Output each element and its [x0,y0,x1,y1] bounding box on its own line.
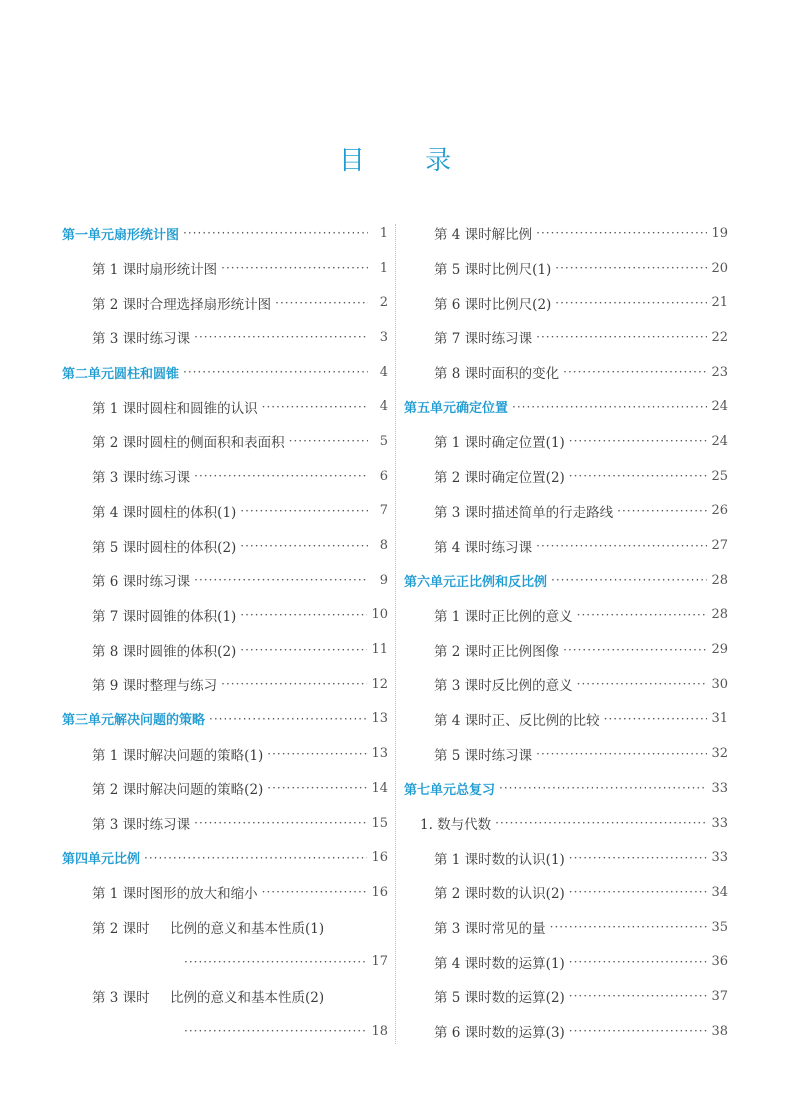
entry-title: 解比例 [491,227,533,244]
dot-leader [577,677,708,691]
entry-title: 圆锥的体积(2) [149,643,237,660]
toc-unit-entry[interactable] [62,216,388,251]
page-number: 1 [379,225,388,241]
lesson-number: 第 5 课时 [434,262,492,279]
entry-title: 正比例和反比例 [456,574,548,590]
page-number: 33 [711,780,728,796]
dot-leader [184,1024,367,1038]
entry-title: 扇形统计图 [114,227,180,243]
lesson-number: 第 3 课时 [92,990,150,1007]
lesson-number: 第 4 课时 [434,955,492,972]
toc-lesson-entry[interactable] [62,528,388,563]
page-number: 24 [711,399,728,415]
dot-leader [184,955,367,969]
toc-lesson-entry[interactable] [404,598,728,633]
page-number: 35 [711,919,728,935]
lesson-number: 第 1 课时 [92,747,150,764]
toc-lesson-entry[interactable] [62,389,388,424]
lesson-number: 第 6 课时 [92,574,150,591]
toc-lesson-entry[interactable] [404,216,728,251]
dot-leader [555,296,707,310]
entry-title: 总复习 [456,782,496,798]
entry-title: 数的认识(2) [491,886,565,903]
lesson-number: 第 2 课时 [92,921,150,938]
page-number: 27 [711,538,728,554]
dot-leader [267,781,367,795]
toc-section-entry[interactable] [404,806,728,841]
dot-leader [183,365,368,379]
entry-title: 练习课 [491,539,533,556]
entry-title: 面积的变化 [491,366,560,383]
dot-leader [262,400,368,414]
dot-leader [569,1024,708,1038]
toc-unit-entry[interactable] [62,355,388,390]
entry-title: 数的认识(1) [491,851,565,868]
toc-lesson-entry[interactable] [404,424,728,459]
toc-left-column [62,216,388,1049]
page-title: 目 录 [338,146,478,176]
entry-title: 圆柱的体积(1) [149,504,237,521]
page-number: 7 [379,503,388,519]
lesson-number: 第 1 课时 [92,262,150,279]
dot-leader [194,330,368,344]
toc-unit-entry[interactable] [404,389,728,424]
toc-unit-entry[interactable] [62,702,388,737]
entry-title: 1. 数与代数 [420,817,492,834]
unit-number: 第六单元 [404,574,457,590]
page-number: 8 [379,538,388,554]
entry-title: 正比例图像 [491,643,560,660]
lesson-number: 第 3 课时 [434,504,492,521]
lesson-number: 第 2 课时 [92,435,150,452]
dot-leader [275,296,368,310]
dot-leader [551,573,707,587]
dot-leader [194,816,367,830]
lesson-number: 第 9 课时 [92,678,150,695]
dot-leader [267,747,367,761]
toc-lesson-entry[interactable] [62,424,388,459]
lesson-number: 第 4 课时 [434,227,492,244]
dot-leader [550,920,708,934]
entry-title: 数的运算(3) [491,1025,565,1042]
entry-title: 圆锥的体积(1) [149,608,237,625]
entry-title: 解决问题的策略 [114,713,206,729]
toc-lesson-entry[interactable] [62,771,388,806]
page-number: 23 [711,364,728,380]
entry-title: 比例 [114,852,141,868]
dot-leader [536,330,707,344]
dot-leader [569,469,708,483]
lesson-number: 第 3 课时 [434,921,492,938]
toc-lesson-entry[interactable] [62,459,388,494]
lesson-number: 第 3 课时 [434,678,492,695]
entry-title: 正、反比例的比较 [491,712,600,729]
dot-leader [194,573,368,587]
toc-lesson-entry[interactable] [404,875,728,910]
unit-number: 第二单元 [62,366,115,382]
entry-title: 正比例的意义 [491,608,573,625]
dot-leader [144,851,367,865]
dot-leader [240,539,368,553]
entry-title: 解决问题的策略(2) [149,782,264,799]
entry-title: 练习课 [149,817,191,834]
lesson-number: 第 1 课时 [92,886,150,903]
toc-lesson-entry[interactable] [404,1014,728,1049]
lesson-number: 第 1 课时 [92,400,150,417]
toc-lesson-entry[interactable] [62,736,388,771]
toc-lesson-entry[interactable] [404,702,728,737]
page-number: 12 [371,676,388,692]
dot-leader [240,643,367,657]
page-number: 11 [371,642,388,658]
page-number: 15 [371,815,388,831]
dot-leader [569,955,708,969]
page-number: 28 [711,607,728,623]
dot-leader [221,261,368,275]
toc-lesson-entry[interactable] [404,840,728,875]
lesson-number: 第 3 课时 [92,470,150,487]
entry-title: 常见的量 [491,921,546,938]
dot-leader [289,434,368,448]
dot-leader [604,712,708,726]
toc-lesson-entry[interactable] [62,494,388,529]
lesson-number: 第 7 课时 [92,608,150,625]
dot-leader [569,989,708,1003]
dot-leader [194,469,368,483]
entry-title: 数的运算(1) [491,955,565,972]
dot-leader [563,643,707,657]
toc-lesson-entry[interactable] [62,875,388,910]
page-number: 16 [371,850,388,866]
page-number: 26 [711,503,728,519]
page-number: 22 [711,329,728,345]
entry-title: 确定位置(2) [491,470,565,487]
entry-title: 比例的意义和基本性质(1) [170,921,325,938]
page-number: 9 [379,572,388,588]
entry-title: 解决问题的策略(1) [149,747,264,764]
page-number: 13 [371,746,388,762]
lesson-number: 第 5 课时 [434,990,492,1007]
entry-title: 练习课 [491,331,533,348]
page-number: 34 [711,884,728,900]
dot-leader [262,885,368,899]
lesson-number: 第 6 课时 [434,296,492,313]
dot-leader [536,539,707,553]
unit-number: 第七单元 [404,782,457,798]
lesson-number: 第 7 课时 [434,331,492,348]
page-number: 33 [711,815,728,831]
page-number: 17 [371,954,388,970]
lesson-number: 第 3 课时 [92,817,150,834]
toc-lesson-entry[interactable] [404,528,728,563]
toc-lesson-entry[interactable] [62,632,388,667]
entry-title: 比例尺(2) [491,296,552,313]
entry-title: 圆柱的体积(2) [149,539,237,556]
column-divider [395,224,396,1044]
page-number: 21 [711,295,728,311]
lesson-number: 第 1 课时 [434,435,492,452]
page-number: 13 [371,711,388,727]
page-number: 3 [379,329,388,345]
entry-title: 数的运算(2) [491,990,565,1007]
toc-lesson-entry[interactable] [62,320,388,355]
dot-leader [569,434,708,448]
toc-lesson-entry[interactable] [62,910,388,945]
unit-number: 第一单元 [62,227,115,243]
unit-number: 第三单元 [62,713,115,729]
toc-lesson-entry[interactable] [404,667,728,702]
toc-lesson-entry[interactable] [404,979,728,1014]
page-number: 37 [711,988,728,1004]
lesson-number: 第 2 课时 [434,886,492,903]
page-number: 4 [379,399,388,415]
lesson-number: 第 1 课时 [434,608,492,625]
entry-title: 圆柱和圆锥的认识 [149,400,258,417]
entry-title: 练习课 [149,574,191,591]
dot-leader [512,400,707,414]
lesson-number: 第 8 课时 [434,366,492,383]
entry-title: 比例尺(1) [491,262,552,279]
lesson-number: 第 1 课时 [434,851,492,868]
lesson-number: 第 2 课时 [92,782,150,799]
dot-leader [183,226,368,240]
page-number: 2 [379,295,388,311]
toc-lesson-entry[interactable] [62,598,388,633]
toc-lesson-entry[interactable] [62,563,388,598]
page-number: 25 [711,468,728,484]
page-number: 32 [711,746,728,762]
toc-lesson-entry[interactable] [404,459,728,494]
toc-continuation-line[interactable] [62,944,388,979]
lesson-number: 第 2 课时 [434,470,492,487]
toc-unit-entry[interactable] [404,563,728,598]
toc-unit-entry[interactable] [62,840,388,875]
page-number: 10 [371,607,388,623]
page-number: 1 [379,260,388,276]
dot-leader [569,885,708,899]
unit-number: 第五单元 [404,401,457,417]
toc-unit-entry[interactable] [404,771,728,806]
toc-lesson-entry[interactable] [404,944,728,979]
lesson-number: 第 3 课时 [92,331,150,348]
entry-title: 练习课 [149,470,191,487]
lesson-number: 第 4 课时 [92,504,150,521]
toc-lesson-entry[interactable] [62,667,388,702]
entry-title: 图形的放大和缩小 [149,886,258,903]
page-number: 19 [711,225,728,241]
dot-leader [569,851,708,865]
page-number: 20 [711,260,728,276]
entry-title: 比例的意义和基本性质(2) [170,990,325,1007]
page-number: 31 [711,711,728,727]
toc-lesson-entry[interactable] [62,285,388,320]
page-number: 29 [711,642,728,658]
lesson-number: 第 5 课时 [434,747,492,764]
dot-leader [577,608,708,622]
lesson-number: 第 4 课时 [434,539,492,556]
dot-leader [240,504,368,518]
entry-title: 合理选择扇形统计图 [149,296,272,313]
entry-title: 扇形统计图 [149,262,218,279]
entry-title: 圆柱的侧面积和表面积 [149,435,285,452]
page-number: 30 [711,676,728,692]
toc-lesson-entry[interactable] [404,494,728,529]
entry-title: 整理与练习 [149,678,218,695]
lesson-number: 第 2 课时 [92,296,150,313]
dot-leader [536,226,707,240]
lesson-number: 第 8 课时 [92,643,150,660]
lesson-number: 第 5 课时 [92,539,150,556]
entry-title: 确定位置 [456,401,509,417]
dot-leader [563,365,707,379]
page-number: 38 [711,1023,728,1039]
lesson-number: 第 4 课时 [434,712,492,729]
entry-title: 练习课 [491,747,533,764]
page-number: 5 [379,433,388,449]
toc-lesson-entry[interactable] [404,910,728,945]
toc-continuation-line[interactable] [62,1014,388,1049]
dot-leader [536,747,707,761]
dot-leader [209,712,367,726]
entry-title: 确定位置(1) [491,435,565,452]
toc-right-column [404,216,728,1049]
dot-leader [617,504,707,518]
dot-leader [495,816,707,830]
entry-title: 练习课 [149,331,191,348]
toc-lesson-entry[interactable] [404,355,728,390]
lesson-number: 第 6 课时 [434,1025,492,1042]
dot-leader [499,781,707,795]
page-number: 33 [711,850,728,866]
dot-leader [221,677,367,691]
page-number: 18 [371,1023,388,1039]
toc-lesson-entry[interactable] [404,320,728,355]
dot-leader [555,261,707,275]
toc-lesson-entry[interactable] [62,806,388,841]
toc-lesson-entry[interactable] [62,979,388,1014]
page-number: 24 [711,433,728,449]
toc-lesson-entry[interactable] [404,632,728,667]
toc-lesson-entry[interactable] [404,251,728,286]
toc-lesson-entry[interactable] [404,285,728,320]
page-number: 16 [371,884,388,900]
dot-leader [240,608,367,622]
page-number: 14 [371,780,388,796]
page-number: 4 [379,364,388,380]
entry-title: 描述简单的行走路线 [491,504,614,521]
page-number: 6 [379,468,388,484]
entry-title: 圆柱和圆锥 [114,366,180,382]
unit-number: 第四单元 [62,852,115,868]
lesson-number: 第 2 课时 [434,643,492,660]
page-number: 28 [711,572,728,588]
entry-title: 反比例的意义 [491,678,573,695]
toc-lesson-entry[interactable] [62,251,388,286]
toc-lesson-entry[interactable] [404,736,728,771]
page-number: 36 [711,954,728,970]
